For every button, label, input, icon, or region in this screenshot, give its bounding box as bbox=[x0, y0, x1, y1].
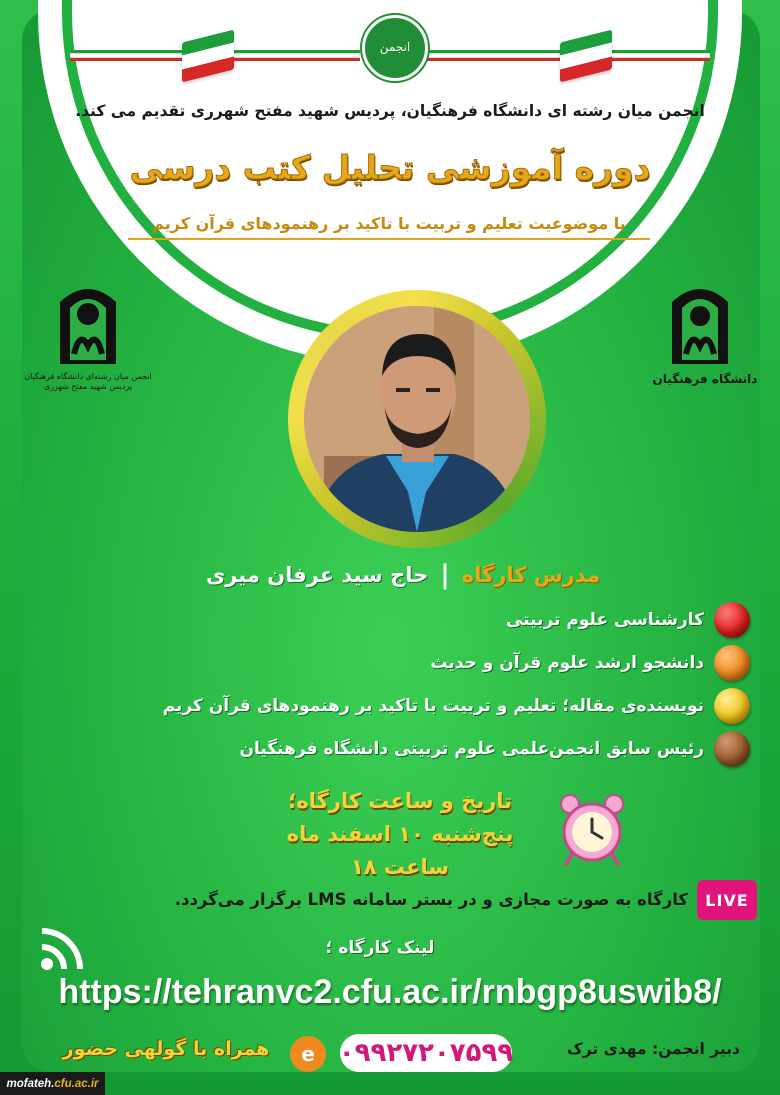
association-logo-left bbox=[18, 272, 158, 393]
teacher-credentials bbox=[50, 598, 750, 770]
list-item bbox=[50, 641, 750, 684]
watermark bbox=[0, 1072, 105, 1095]
presenter-line: انجمن میان رشته ای دانشگاه فرهنگیان، پردیس شهید مفتح شهرری تقدیم می کند. bbox=[75, 102, 705, 120]
list-item bbox=[50, 684, 750, 727]
university-logo-icon bbox=[18, 272, 158, 372]
eitaa-icon[interactable]: e bbox=[290, 1036, 326, 1072]
page-subtitle: با موضوعیت تعلیم و تربیت با تاکید بر رهنمودهای قرآن کریم bbox=[128, 214, 650, 240]
university-logo-icon bbox=[640, 272, 770, 372]
credential-text: رئیس سابق انجمن‌علمی علوم تربیتی دانشگاه فرهنگیان bbox=[239, 738, 704, 759]
university-logo-right bbox=[640, 272, 770, 388]
teacher-name: حاج سید عرفان میری bbox=[206, 563, 429, 587]
schedule-label: تاریخ و ساعت کارگاه؛ bbox=[287, 789, 513, 813]
slogan: همراه با گولهی حضور bbox=[62, 1038, 270, 1060]
schedule-date: پنج‌شنبه ۱۰ اسفند ماه bbox=[286, 822, 514, 846]
page-title: دوره آموزشی تحلیل کتب درسی bbox=[129, 148, 651, 187]
rss-icon bbox=[38, 925, 86, 973]
credential-text: دانشجو ارشد علوم قرآن و حدیث bbox=[430, 652, 704, 673]
teacher-role: مدرس کارگاه bbox=[461, 563, 600, 587]
watermark-domain: cfu.ac.ir bbox=[54, 1077, 99, 1090]
list-item bbox=[50, 727, 750, 770]
left-logo-caption-2: پردیس شهید مفتح شهرری bbox=[43, 382, 133, 392]
orange-ball-icon bbox=[714, 645, 750, 681]
secretary-label: دبیر انجمن: مهدی ترک bbox=[566, 1040, 740, 1058]
credential-text: کارشناسی علوم تربیتی bbox=[506, 609, 704, 630]
workshop-link[interactable]: https://tehranvc2.cfu.ac.ir/rnbgp8uswib8/ bbox=[58, 973, 722, 1011]
brown-ball-icon bbox=[714, 731, 750, 767]
association-emblem bbox=[362, 15, 428, 81]
lms-notice: کارگاه به صورت مجازی و در بستر سامانه LMS برگزار می‌گردد. bbox=[174, 890, 688, 909]
credential-text: نویسنده‌ی مقاله؛ تعلیم و تربیت با تاکید بر رهنمودهای قرآن کریم bbox=[162, 695, 704, 716]
right-logo-caption: دانشگاه فرهنگیان bbox=[652, 372, 758, 386]
left-logo-caption-1: انجمن میان رشته‌ای دانشگاه فرهنگیان bbox=[24, 372, 152, 381]
schedule-block bbox=[250, 785, 550, 884]
teacher-portrait-image bbox=[304, 306, 530, 532]
yellow-ball-icon bbox=[714, 688, 750, 724]
schedule-time: ساعت ۱۸ bbox=[350, 855, 450, 879]
alarm-clock-icon bbox=[552, 788, 632, 868]
teacher-photo bbox=[304, 306, 530, 532]
red-ball-icon bbox=[714, 602, 750, 638]
list-item bbox=[50, 598, 750, 641]
teacher-separator: | bbox=[440, 560, 450, 590]
teacher-line bbox=[206, 560, 600, 590]
phone-number[interactable]: ۰۹۹۲۷۲۰۷۵۹۹ bbox=[340, 1034, 512, 1072]
link-label: لینک کارگاه ؛ bbox=[325, 938, 435, 958]
live-badge: LIVE bbox=[697, 880, 757, 920]
watermark-prefix: mofateh. bbox=[6, 1077, 55, 1090]
emblem-text: انجمن bbox=[379, 40, 411, 55]
